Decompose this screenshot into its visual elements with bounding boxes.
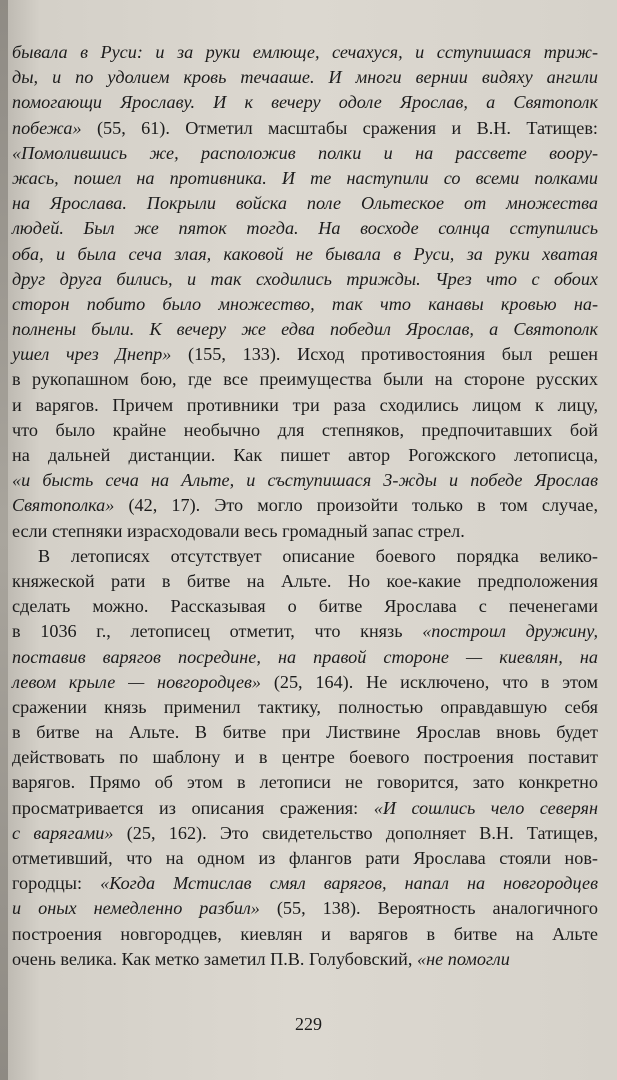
text-line [12,846,598,871]
text-line [12,216,598,241]
body-text: в рукопашном бою, где все преимущества были на стороне русских [12,369,598,390]
page-text-body [12,40,598,972]
text-line [12,267,598,292]
body-text: в битве на Альте. В битве при Листвине Ярослав вновь будет [12,722,598,743]
text-line [12,393,598,418]
body-text: (25, 164). Не исключено, что в этом [261,671,598,692]
quote-text: людей. Был же пяток тогда. На восходе солнца сступились [12,218,598,239]
text-line [12,871,598,896]
text-line [12,191,598,216]
body-text: в 1036 г., летописец отметит, что князь [12,621,423,642]
text-line [12,821,598,846]
body-text: и варягов. Причем противники три раза сходились лицом к лицу, [12,394,598,415]
text-line [12,670,598,695]
text-line [12,695,598,720]
text-line [12,770,598,795]
text-line [12,342,598,367]
text-line [12,468,598,493]
quote-text: «И сошлись чело северян [373,797,598,818]
text-line [12,947,598,972]
text-line [12,242,598,267]
text-line [12,569,598,594]
quote-text: сторон побито было множество, так что канавы кровью на- [12,293,598,314]
book-gutter-shadow [0,0,8,1080]
body-text: (155, 133). Исход противостояния был решен [171,344,598,365]
quote-text: «построил дружину, [422,621,598,642]
text-line [12,40,598,65]
body-text: (25, 162). Это свидетельство дополняет В.Н. Татищев, [113,822,599,843]
quote-text: жась, пошел на противника. И те наступили со всеми полками [12,167,598,188]
body-text: (55, 61). Отметил масштабы сражения и В.Н. Татищев: [81,117,598,138]
body-text: на дальней дистанции. Как пишет автор Рогожского летописца, [12,445,598,465]
quote-text: оба, и была сеча злая, каковой не бывала в Руси, за руки хватая [12,243,598,264]
quote-text: «Когда Мстислав смял варягов, напал на новгородцев [100,873,599,894]
text-line [12,745,598,770]
quote-text: «Помолившись же, расположив полки и на рассвете воору- [12,142,598,163]
text-line [12,896,598,921]
page-number: 229 [295,1014,322,1034]
body-text: построения новгородцев, киевлян и варягов в битве на Альте [12,923,598,944]
text-line [12,443,598,468]
body-text: варягов. Прямо об этом в летописи не говорится, зато конкретно [12,772,598,793]
text-line [12,720,598,745]
body-text: городцы: [12,873,101,894]
text-line [12,796,598,821]
quote-text: «не помогли [416,948,510,969]
quote-text: ды, и по удолием кровь течааше. И многи вернии видяху ангили [12,67,598,88]
quote-text: с варягами» [12,822,114,843]
text-line [12,922,598,947]
body-text: (42, 17). Это могло произойти только в том случае, [114,495,598,516]
quote-text: побежа» [12,117,82,138]
body-text: действовать по шаблону и в центре боевого построения поставит [12,747,598,768]
body-text: княжеской рати в битве на Альте. Но кое-какие предположения [12,570,598,591]
text-line [12,141,598,166]
quote-text: поставив варягов посредине, на правой стороне — киевлян, на [12,646,598,667]
body-text: если степняки израсходовали весь громадный запас стрел. [12,520,465,541]
text-line [12,418,598,443]
text-line [12,544,598,569]
quote-text: друг друга бились, и так сходились трижды. Чрез что с обоих [12,268,598,289]
text-line [12,594,598,619]
text-line [12,367,598,392]
body-text: отметивший, что на одном из флангов рати Ярослава стояли нов- [12,848,598,868]
quote-text: и оных немедленно разбил» [12,898,260,919]
text-line [12,645,598,670]
quote-text: бывала в Руси: и за руки емлюще, сечахуся, и сступишася триж- [12,42,598,62]
text-line [12,619,598,644]
quote-text: на Ярослава. Покрыли войска поле Ольтеское от множества [12,193,598,214]
quote-text: помогающи Ярославу. И к вечеру одоле Ярослав, а Святополк [12,92,598,113]
body-text: (55, 138). Вероятность аналогичного [259,898,599,919]
body-text: что было крайне необычно для степняков, предпочитавших бой [12,419,598,440]
body-text: В летописях отсутствует описание боевого порядка велико- [38,545,598,566]
text-line [12,90,598,115]
text-line [12,65,598,90]
body-text: сражении князь применил тактику, полностью оправдавшую себя [12,696,598,717]
text-line [12,519,598,544]
quote-text: ушел чрез Днепр» [12,344,172,365]
body-text: очень велика. Как метко заметил П.В. Голубовский, [12,948,417,969]
text-line [12,166,598,191]
text-line [12,116,598,141]
quote-text: «и бысть сеча на Альте, и съступишася 3-жды и победе Ярослав [12,470,598,491]
text-line [12,317,598,342]
quote-text: полнены были. К вечеру же едва победил Ярослав, а Святополк [12,319,598,340]
text-line [12,292,598,317]
text-line [12,493,598,518]
body-text: сделать можно. Рассказывая о битве Ярослава с печенегами [12,596,598,617]
quote-text: Святополка» [12,495,115,516]
quote-text: левом крыле — новгородцев» [12,671,262,692]
body-text: просматривается из описания сражения: [12,797,374,818]
